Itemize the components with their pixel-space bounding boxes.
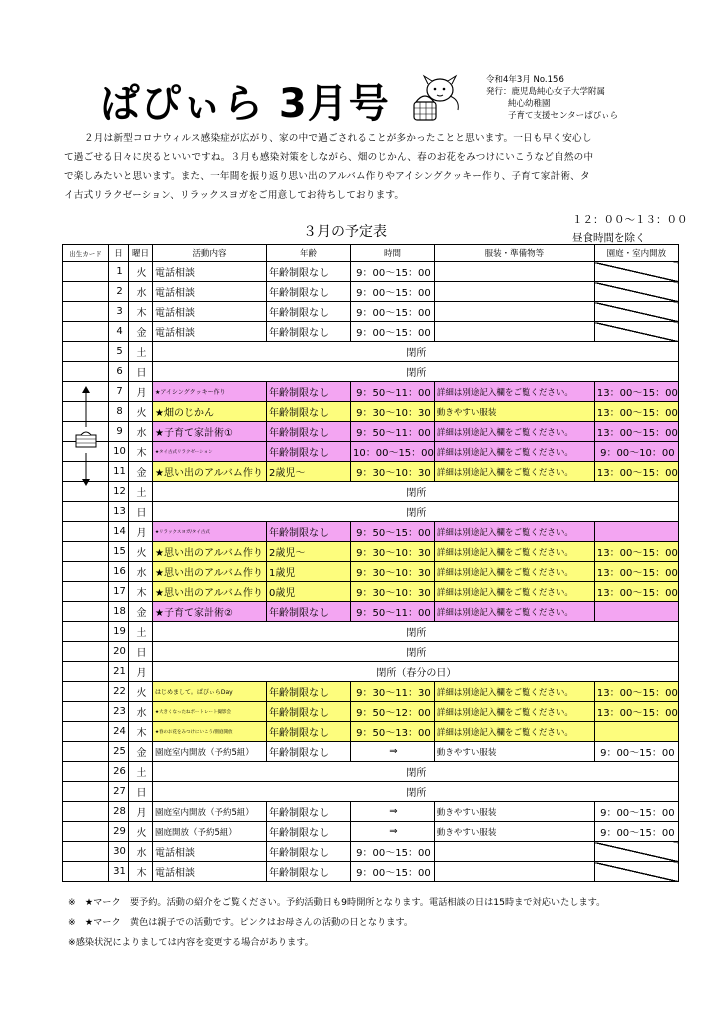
weekday-cell: 火 bbox=[129, 402, 153, 422]
weekday-cell: 日 bbox=[129, 502, 153, 522]
day-cell: 18 bbox=[109, 602, 129, 622]
prep-cell bbox=[434, 262, 594, 282]
activity-cell: ★リラックスヨガ/タイ古式 bbox=[153, 522, 267, 542]
day-cell: 3 bbox=[109, 302, 129, 322]
day-cell: 20 bbox=[109, 642, 129, 662]
table-row bbox=[63, 862, 679, 882]
weekday-cell: 木 bbox=[129, 302, 153, 322]
day-cell: 13 bbox=[109, 502, 129, 522]
prep-cell: 詳細は別途記入欄をご覧ください。 bbox=[434, 702, 594, 722]
closed-cell: 閉所 bbox=[153, 782, 679, 802]
table-row bbox=[63, 642, 679, 662]
birth-card-cell bbox=[63, 802, 109, 822]
birth-card-cell bbox=[63, 642, 109, 662]
age-cell: 年齢制限なし bbox=[267, 862, 351, 882]
activity-cell: 園庭室内開放（予約5組） bbox=[153, 742, 267, 762]
table-row bbox=[63, 442, 679, 462]
table-row bbox=[63, 402, 679, 422]
activity-cell: ★思い出のアルバム作り bbox=[153, 562, 267, 582]
time-cell: 9：00〜15：00 bbox=[351, 262, 435, 282]
day-cell: 16 bbox=[109, 562, 129, 582]
closed-cell: 閉所 bbox=[153, 642, 679, 662]
birth-card-cell bbox=[63, 722, 109, 742]
activity-cell: ★思い出のアルバム作り bbox=[153, 462, 267, 482]
table-row bbox=[63, 742, 679, 762]
activity-cell: ★畑のじかん bbox=[153, 402, 267, 422]
prep-cell: 詳細は別途記入欄をご覧ください。 bbox=[434, 722, 594, 742]
schedule-table bbox=[62, 244, 679, 882]
table-row bbox=[63, 682, 679, 702]
table-row bbox=[63, 622, 679, 642]
prep-cell bbox=[434, 322, 594, 342]
time-cell: ⇒ bbox=[351, 822, 435, 842]
open-hours-cell: 13：00〜15：00 bbox=[594, 582, 678, 602]
lunch-note bbox=[572, 211, 688, 247]
age-cell: 年齢制限なし bbox=[267, 422, 351, 442]
weekday-cell: 土 bbox=[129, 482, 153, 502]
age-cell: 年齢制限なし bbox=[267, 282, 351, 302]
weekday-cell: 土 bbox=[129, 342, 153, 362]
table-row bbox=[63, 522, 679, 542]
day-cell: 23 bbox=[109, 702, 129, 722]
weekday-cell: 木 bbox=[129, 862, 153, 882]
table-row bbox=[63, 282, 679, 302]
table-row bbox=[63, 822, 679, 842]
time-cell: 9：50〜12：00 bbox=[351, 702, 435, 722]
day-cell: 22 bbox=[109, 682, 129, 702]
activity-cell: ★大きくなったねポートレート撮影会 bbox=[153, 702, 267, 722]
open-hours-cell bbox=[594, 602, 678, 622]
issue-number: 令和4年3月 No.156 bbox=[486, 75, 564, 85]
age-cell: 年齢制限なし bbox=[267, 302, 351, 322]
table-row bbox=[63, 562, 679, 582]
open-hours-cell: 9：00〜15：00 bbox=[594, 822, 678, 842]
prep-cell: 詳細は別途記入欄をご覧ください。 bbox=[434, 582, 594, 602]
table-row bbox=[63, 662, 679, 682]
birth-card-cell bbox=[63, 582, 109, 602]
prep-cell bbox=[434, 302, 594, 322]
birth-card-cell bbox=[63, 522, 109, 542]
lunch-note-text: 昼食時間を除く bbox=[572, 232, 646, 244]
birth-card-cell bbox=[63, 502, 109, 522]
prep-cell: 詳細は別途記入欄をご覧ください。 bbox=[434, 442, 594, 462]
birth-card-cell bbox=[63, 622, 109, 642]
age-cell: 年齢制限なし bbox=[267, 722, 351, 742]
table-row bbox=[63, 602, 679, 622]
column-header: 園庭・室内開放 bbox=[594, 245, 678, 262]
weekday-cell: 木 bbox=[129, 582, 153, 602]
closed-cell: 閉所 bbox=[153, 362, 679, 382]
weekday-cell: 金 bbox=[129, 322, 153, 342]
weekday-cell: 木 bbox=[129, 722, 153, 742]
age-cell: 年齢制限なし bbox=[267, 262, 351, 282]
column-header: 服装・準備物等 bbox=[434, 245, 594, 262]
intro-line: で楽しみたいと思います。また、一年間を振り返り思い出のアルバム作りやアイシングクッキー作り、子育て家計術、タ bbox=[64, 171, 590, 182]
birth-card-cell bbox=[63, 742, 109, 762]
table-row bbox=[63, 322, 679, 342]
time-cell: 9：30〜10：30 bbox=[351, 462, 435, 482]
column-header: 出生カード bbox=[63, 245, 109, 262]
birth-card-cell bbox=[63, 762, 109, 782]
prep-cell: 動きやすい服装 bbox=[434, 802, 594, 822]
time-cell: ⇒ bbox=[351, 802, 435, 822]
lunch-time: １２：００〜１３：００ bbox=[572, 214, 688, 226]
footnotes bbox=[68, 893, 605, 953]
table-row bbox=[63, 542, 679, 562]
day-cell: 19 bbox=[109, 622, 129, 642]
weekday-cell: 月 bbox=[129, 802, 153, 822]
footnote: ※ ★マーク 要予約。活動の紹介をご覧ください。予約活動日も9時開所となります。電話相談の日は15時まで対応いたします。 bbox=[68, 897, 606, 908]
activity-cell: ★タイ古式リラクゼーション bbox=[153, 442, 267, 462]
day-cell: 21 bbox=[109, 662, 129, 682]
weekday-cell: 土 bbox=[129, 622, 153, 642]
day-cell: 31 bbox=[109, 862, 129, 882]
prep-cell: 詳細は別途記入欄をご覧ください。 bbox=[434, 602, 594, 622]
birth-card-cell bbox=[63, 822, 109, 842]
table-row bbox=[63, 842, 679, 862]
age-cell: 年齢制限なし bbox=[267, 522, 351, 542]
closed-cell: 閉所 bbox=[153, 502, 679, 522]
table-row bbox=[63, 422, 679, 442]
age-cell: 年齢制限なし bbox=[267, 702, 351, 722]
open-hours-cell: 13：00〜15：00 bbox=[594, 702, 678, 722]
table-row bbox=[63, 362, 679, 382]
weekday-cell: 金 bbox=[129, 462, 153, 482]
activity-cell: 電話相談 bbox=[153, 282, 267, 302]
day-cell: 14 bbox=[109, 522, 129, 542]
time-cell: 9：30〜10：30 bbox=[351, 542, 435, 562]
table-row bbox=[63, 702, 679, 722]
table-row bbox=[63, 482, 679, 502]
weekday-cell: 火 bbox=[129, 262, 153, 282]
weekday-cell: 月 bbox=[129, 382, 153, 402]
range-arrow-icon bbox=[78, 385, 94, 487]
age-cell: 年齢制限なし bbox=[267, 402, 351, 422]
day-cell: 27 bbox=[109, 782, 129, 802]
table-row bbox=[63, 382, 679, 402]
age-cell: 1歳児 bbox=[267, 562, 351, 582]
activity-cell: ★子育て家計術② bbox=[153, 602, 267, 622]
column-header: 年齢 bbox=[267, 245, 351, 262]
open-hours-cell: 13：00〜15：00 bbox=[594, 682, 678, 702]
birth-card-cell bbox=[63, 562, 109, 582]
weekday-cell: 水 bbox=[129, 282, 153, 302]
schedule-title: ３月の予定表 bbox=[303, 224, 387, 240]
birth-card-cell bbox=[63, 682, 109, 702]
column-header: 曜日 bbox=[129, 245, 153, 262]
prep-cell: 詳細は別途記入欄をご覧ください。 bbox=[434, 562, 594, 582]
day-cell: 17 bbox=[109, 582, 129, 602]
day-cell: 2 bbox=[109, 282, 129, 302]
prep-cell: 詳細は別途記入欄をご覧ください。 bbox=[434, 682, 594, 702]
day-cell: 28 bbox=[109, 802, 129, 822]
day-cell: 7 bbox=[109, 382, 129, 402]
open-hours-cell: 13：00〜15：00 bbox=[594, 462, 678, 482]
table-row bbox=[63, 782, 679, 802]
time-cell: 9：30〜10：30 bbox=[351, 562, 435, 582]
weekday-cell: 水 bbox=[129, 422, 153, 442]
day-cell: 12 bbox=[109, 482, 129, 502]
table-header-row bbox=[63, 245, 679, 262]
publisher-line: 純心幼稚園 bbox=[508, 99, 551, 109]
time-cell: 9：50〜11：00 bbox=[351, 602, 435, 622]
birth-card-cell bbox=[63, 362, 109, 382]
birth-card-cell bbox=[63, 342, 109, 362]
open-hours-cell: 9：00〜15：00 bbox=[594, 802, 678, 822]
footnote: ※ ★マーク 黄色は親子での活動です。ピンクはお母さんの活動の日となります。 bbox=[68, 917, 414, 928]
day-cell: 9 bbox=[109, 422, 129, 442]
day-cell: 5 bbox=[109, 342, 129, 362]
birth-card-cell bbox=[63, 662, 109, 682]
day-cell: 10 bbox=[109, 442, 129, 462]
weekday-cell: 月 bbox=[129, 522, 153, 542]
activity-cell: 園庭開放（予約5組） bbox=[153, 822, 267, 842]
activity-cell: ★子育て家計術① bbox=[153, 422, 267, 442]
activity-cell: 電話相談 bbox=[153, 842, 267, 862]
activity-cell: ★アイシングクッキー作り bbox=[153, 382, 267, 402]
weekday-cell: 日 bbox=[129, 642, 153, 662]
age-cell: 年齢制限なし bbox=[267, 442, 351, 462]
day-cell: 25 bbox=[109, 742, 129, 762]
prep-cell: 詳細は別途記入欄をご覧ください。 bbox=[434, 422, 594, 442]
age-cell: 2歳児〜 bbox=[267, 462, 351, 482]
table-row bbox=[63, 462, 679, 482]
weekday-cell: 土 bbox=[129, 762, 153, 782]
weekday-cell: 水 bbox=[129, 702, 153, 722]
activity-cell: はじめまして。ぱぴぃらDay bbox=[153, 682, 267, 702]
prep-cell bbox=[434, 282, 594, 302]
age-cell: 年齢制限なし bbox=[267, 742, 351, 762]
activity-cell: 園庭室内開放（予約5組） bbox=[153, 802, 267, 822]
weekday-cell: 金 bbox=[129, 602, 153, 622]
table-row bbox=[63, 342, 679, 362]
age-cell: 年齢制限なし bbox=[267, 842, 351, 862]
intro-line: イ古式リラクゼーション、リラックスヨガをご用意してお待ちしております。 bbox=[64, 190, 405, 201]
age-cell: 0歳児 bbox=[267, 582, 351, 602]
mascot-illustration bbox=[404, 70, 464, 128]
day-cell: 29 bbox=[109, 822, 129, 842]
birth-card-cell bbox=[63, 282, 109, 302]
activity-cell: 電話相談 bbox=[153, 262, 267, 282]
weekday-cell: 水 bbox=[129, 562, 153, 582]
day-cell: 4 bbox=[109, 322, 129, 342]
open-hours-cell bbox=[594, 282, 678, 302]
activity-cell: 電話相談 bbox=[153, 862, 267, 882]
birth-card-cell bbox=[63, 302, 109, 322]
table-row bbox=[63, 762, 679, 782]
day-cell: 15 bbox=[109, 542, 129, 562]
time-cell: 10：00〜15：00 bbox=[351, 442, 435, 462]
time-cell: 9：50〜13：00 bbox=[351, 722, 435, 742]
weekday-cell: 日 bbox=[129, 782, 153, 802]
birth-card-cell bbox=[63, 782, 109, 802]
closed-cell: 閉所（春分の日） bbox=[153, 662, 679, 682]
time-cell: 9：00〜15：00 bbox=[351, 842, 435, 862]
activity-cell: 電話相談 bbox=[153, 302, 267, 322]
day-cell: 11 bbox=[109, 462, 129, 482]
weekday-cell: 水 bbox=[129, 842, 153, 862]
open-hours-cell: 9：00〜15：00 bbox=[594, 742, 678, 762]
page-title: ぱぴぃら 3月号 bbox=[100, 81, 390, 127]
birth-card-cell bbox=[63, 542, 109, 562]
prep-cell: 詳細は別途記入欄をご覧ください。 bbox=[434, 522, 594, 542]
birth-card-cell bbox=[63, 842, 109, 862]
age-cell: 年齢制限なし bbox=[267, 382, 351, 402]
open-hours-cell bbox=[594, 262, 678, 282]
weekday-cell: 日 bbox=[129, 362, 153, 382]
time-cell: 9：00〜15：00 bbox=[351, 862, 435, 882]
open-hours-cell bbox=[594, 522, 678, 542]
birth-card-cell bbox=[63, 602, 109, 622]
age-cell: 年齢制限なし bbox=[267, 802, 351, 822]
time-cell: 9：30〜10：30 bbox=[351, 582, 435, 602]
time-cell: 9：50〜15：00 bbox=[351, 522, 435, 542]
day-cell: 30 bbox=[109, 842, 129, 862]
prep-cell: 詳細は別途記入欄をご覧ください。 bbox=[434, 382, 594, 402]
weekday-cell: 火 bbox=[129, 542, 153, 562]
closed-cell: 閉所 bbox=[153, 342, 679, 362]
footnote: ※感染状況によりましては内容を変更する場合があります。 bbox=[68, 937, 314, 948]
weekday-cell: 金 bbox=[129, 742, 153, 762]
open-hours-cell: 13：00〜15：00 bbox=[594, 562, 678, 582]
day-cell: 6 bbox=[109, 362, 129, 382]
open-hours-cell bbox=[594, 322, 678, 342]
table-row bbox=[63, 302, 679, 322]
prep-cell bbox=[434, 842, 594, 862]
age-cell: 年齢制限なし bbox=[267, 322, 351, 342]
birth-card-cell bbox=[63, 702, 109, 722]
column-header: 時間 bbox=[351, 245, 435, 262]
table-row bbox=[63, 582, 679, 602]
open-hours-cell: 13：00〜15：00 bbox=[594, 382, 678, 402]
open-hours-cell: 13：00〜15：00 bbox=[594, 542, 678, 562]
day-cell: 1 bbox=[109, 262, 129, 282]
weekday-cell: 火 bbox=[129, 822, 153, 842]
birth-card-cell bbox=[63, 262, 109, 282]
open-hours-cell bbox=[594, 302, 678, 322]
age-cell: 年齢制限なし bbox=[267, 682, 351, 702]
day-cell: 24 bbox=[109, 722, 129, 742]
time-cell: 9：50〜11：00 bbox=[351, 382, 435, 402]
publisher-line: 発行：鹿児島純心女子大学附属 bbox=[486, 87, 606, 97]
day-cell: 8 bbox=[109, 402, 129, 422]
closed-cell: 閉所 bbox=[153, 622, 679, 642]
time-cell: 9：00〜15：00 bbox=[351, 282, 435, 302]
prep-cell bbox=[434, 862, 594, 882]
table-row bbox=[63, 262, 679, 282]
open-hours-cell bbox=[594, 862, 678, 882]
intro-line: て過ごせる日々に戻るといいですね。３月も感染対策をしながら、畑のじかん、春のお花をみつけにいこうなど自然の中 bbox=[64, 152, 594, 163]
open-hours-cell bbox=[594, 722, 678, 742]
activity-cell: ★思い出のアルバム作り bbox=[153, 582, 267, 602]
table-row bbox=[63, 802, 679, 822]
time-cell: ⇒ bbox=[351, 742, 435, 762]
column-header: 日 bbox=[109, 245, 129, 262]
open-hours-cell: 9：00〜10：00 bbox=[594, 442, 678, 462]
table-row bbox=[63, 722, 679, 742]
time-cell: 9：00〜15：00 bbox=[351, 322, 435, 342]
activity-cell: 電話相談 bbox=[153, 322, 267, 342]
closed-cell: 閉所 bbox=[153, 762, 679, 782]
prep-cell: 動きやすい服装 bbox=[434, 742, 594, 762]
age-cell: 年齢制限なし bbox=[267, 602, 351, 622]
time-cell: 9：50〜11：00 bbox=[351, 422, 435, 442]
activity-cell: ★春のお花をみつけにいこう/園庭開放 bbox=[153, 722, 267, 742]
weekday-cell: 月 bbox=[129, 662, 153, 682]
publisher-line: 子育て支援センターぱぴぃら bbox=[508, 111, 619, 121]
birth-card-cell bbox=[63, 862, 109, 882]
weekday-cell: 火 bbox=[129, 682, 153, 702]
prep-cell: 動きやすい服装 bbox=[434, 822, 594, 842]
prep-cell: 動きやすい服装 bbox=[434, 402, 594, 422]
intro-line: ２月は新型コロナウィルス感染症が広がり、家の中で過ごされることが多かったことと思います。一日も早く安心し bbox=[84, 133, 592, 144]
open-hours-cell: 13：00〜15：00 bbox=[594, 422, 678, 442]
column-header: 活動内容 bbox=[153, 245, 267, 262]
prep-cell: 詳細は別途記入欄をご覧ください。 bbox=[434, 542, 594, 562]
time-cell: 9：00〜15：00 bbox=[351, 302, 435, 322]
time-cell: 9：30〜10：30 bbox=[351, 402, 435, 422]
open-hours-cell: 13：00〜15：00 bbox=[594, 402, 678, 422]
issue-info bbox=[486, 74, 618, 122]
table-row bbox=[63, 502, 679, 522]
weekday-cell: 木 bbox=[129, 442, 153, 462]
open-hours-cell bbox=[594, 842, 678, 862]
age-cell: 2歳児〜 bbox=[267, 542, 351, 562]
activity-cell: ★思い出のアルバム作り bbox=[153, 542, 267, 562]
day-cell: 26 bbox=[109, 762, 129, 782]
prep-cell: 詳細は別途記入欄をご覧ください。 bbox=[434, 462, 594, 482]
intro-paragraph bbox=[64, 129, 664, 205]
birth-card-cell bbox=[63, 322, 109, 342]
closed-cell: 閉所 bbox=[153, 482, 679, 502]
time-cell: 9：30〜11：30 bbox=[351, 682, 435, 702]
age-cell: 年齢制限なし bbox=[267, 822, 351, 842]
